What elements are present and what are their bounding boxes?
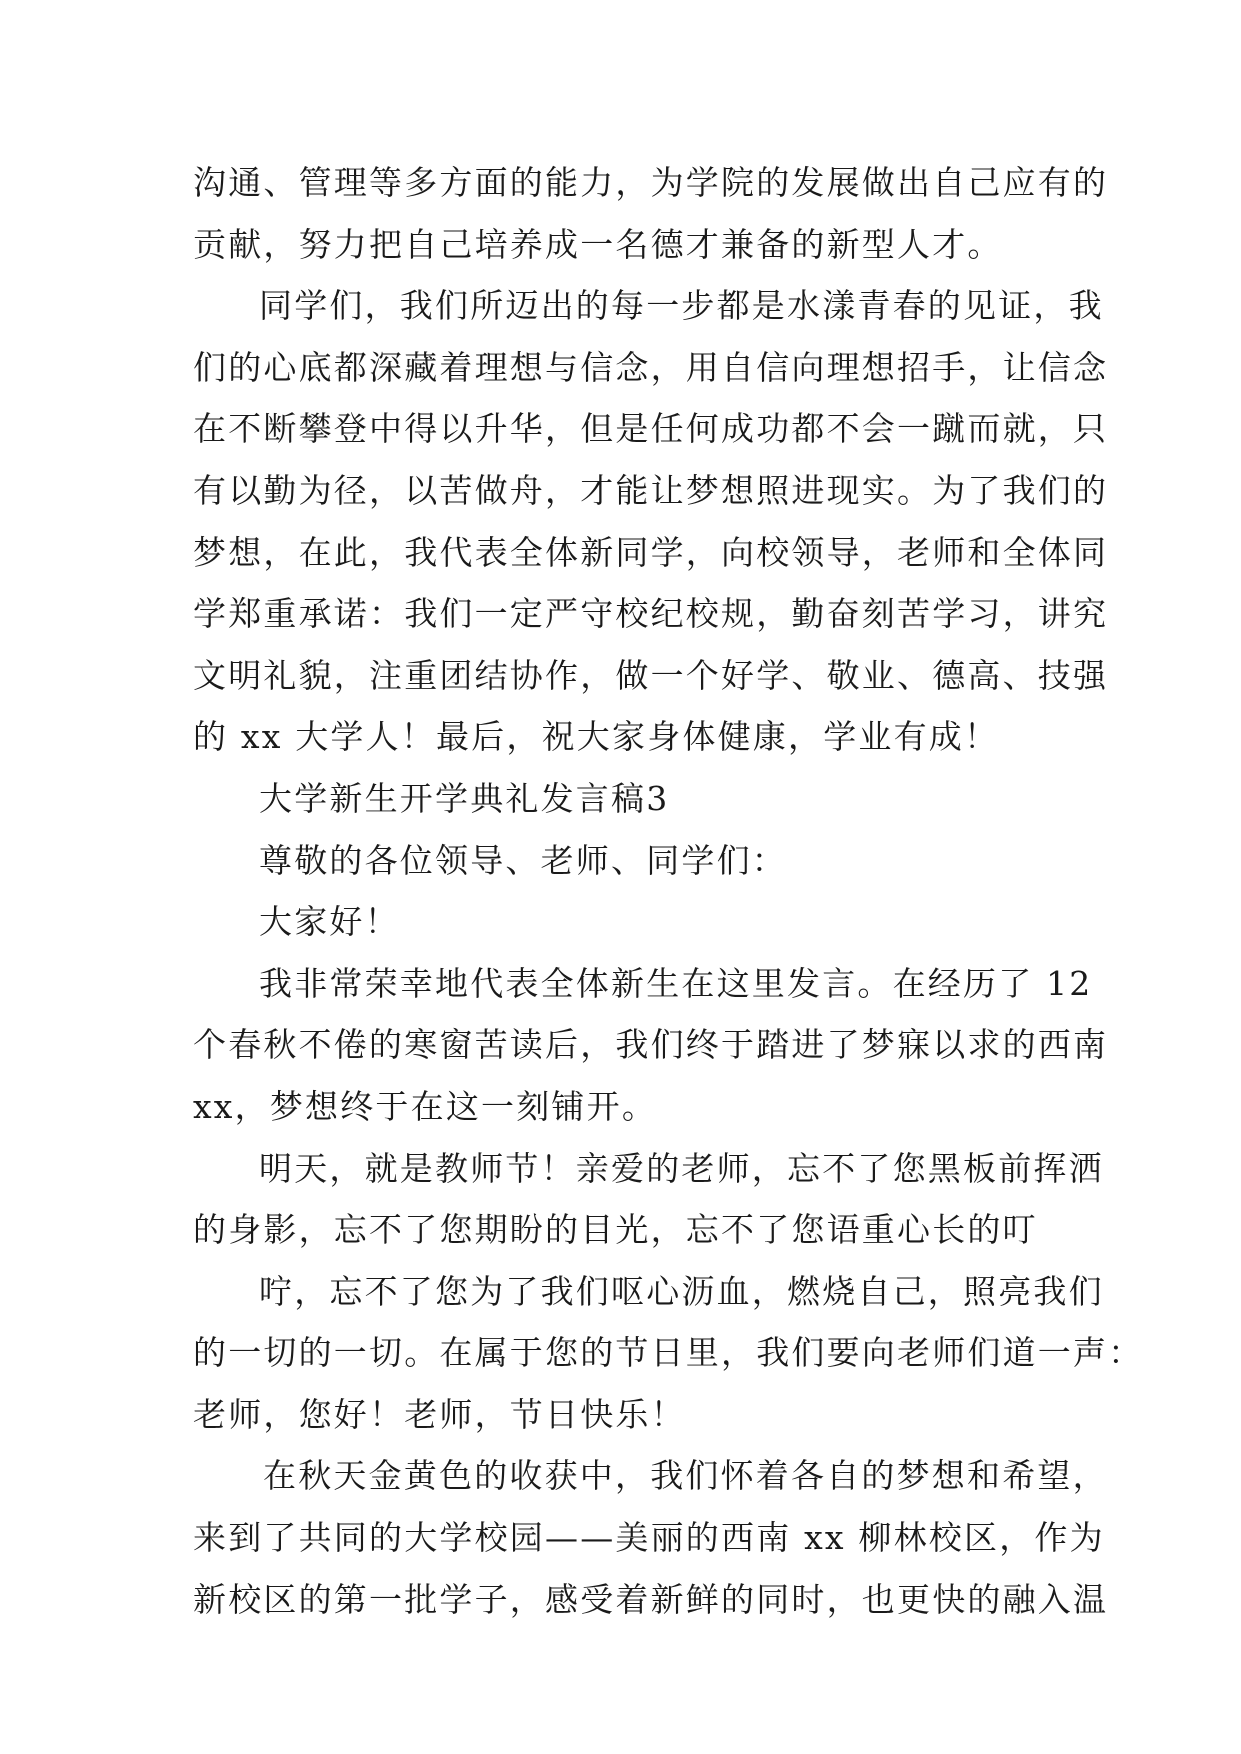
section-title: 大学新生开学典礼发言稿3 [259,778,670,818]
text-line: 的一切的一切。在属于您的节日里，我们要向老师们道一声： [193,1333,1144,1373]
text-line: 的 xx 大学人！最后，祝大家身体健康，学业有成！ [193,717,1000,757]
text-line: 的身影，忘不了您期盼的目光，忘不了您语重心长的叮 [193,1210,1038,1250]
text-line: 沟通、管理等多方面的能力，为学院的发展做出自己应有的 [193,163,1109,202]
paragraph-start: 明天，就是教师节！亲爱的老师，忘不了您黑板前挥洒 [259,1148,1104,1188]
paragraph-start: 咛，忘不了您为了我们呕心沥血，燃烧自己，照亮我们 [259,1271,1104,1311]
text-line: 来到了共同的大学校园——美丽的西南 xx 柳林校区，作为 [193,1518,1105,1558]
text-line: 文明礼貌，注重团结协作，做一个好学、敬业、德高、技强 [193,655,1109,695]
text-line: 在不断攀登中得以升华，但是任何成功都不会一蹴而就，只 [193,409,1109,449]
text-line: 个春秋不倦的寒窗苦读后，我们终于踏进了梦寐以求的西南 [193,1025,1109,1065]
text-line: 学郑重承诺：我们一定严守校纪校规，勤奋刻苦学习，讲究 [193,594,1109,634]
text-line: xx，梦想终于在这一刻铺开。 [193,1086,658,1126]
paragraph-start: 在秋天金黄色的收获中，我们怀着各自的梦想和希望， [263,1456,1108,1496]
paragraph-start: 我非常荣幸地代表全体新生在这里发言。在经历了 12 [259,963,1093,1003]
text-line: 们的心底都深藏着理想与信念，用自信向理想招手，让信念 [193,347,1109,387]
text-line: 贡献，努力把自己培养成一名德才兼备的新型人才。 [193,224,1003,264]
greeting: 大家好！ [259,902,400,942]
text-line: 老师，您好！老师，节日快乐！ [193,1394,686,1434]
text-line: 梦想，在此，我代表全体新同学，向校领导，老师和全体同 [193,532,1109,572]
salutation: 尊敬的各位领导、老师、同学们： [259,840,787,880]
paragraph-start: 同学们，我们所迈出的每一步都是水漾青春的见证，我 [259,286,1104,326]
text-line: 新校区的第一批学子，感受着新鲜的同时，也更快的融入温 [193,1579,1109,1619]
document-body [193,152,1144,1630]
text-line: 有以勤为径，以苦做舟，才能让梦想照进现实。为了我们的 [193,470,1109,510]
